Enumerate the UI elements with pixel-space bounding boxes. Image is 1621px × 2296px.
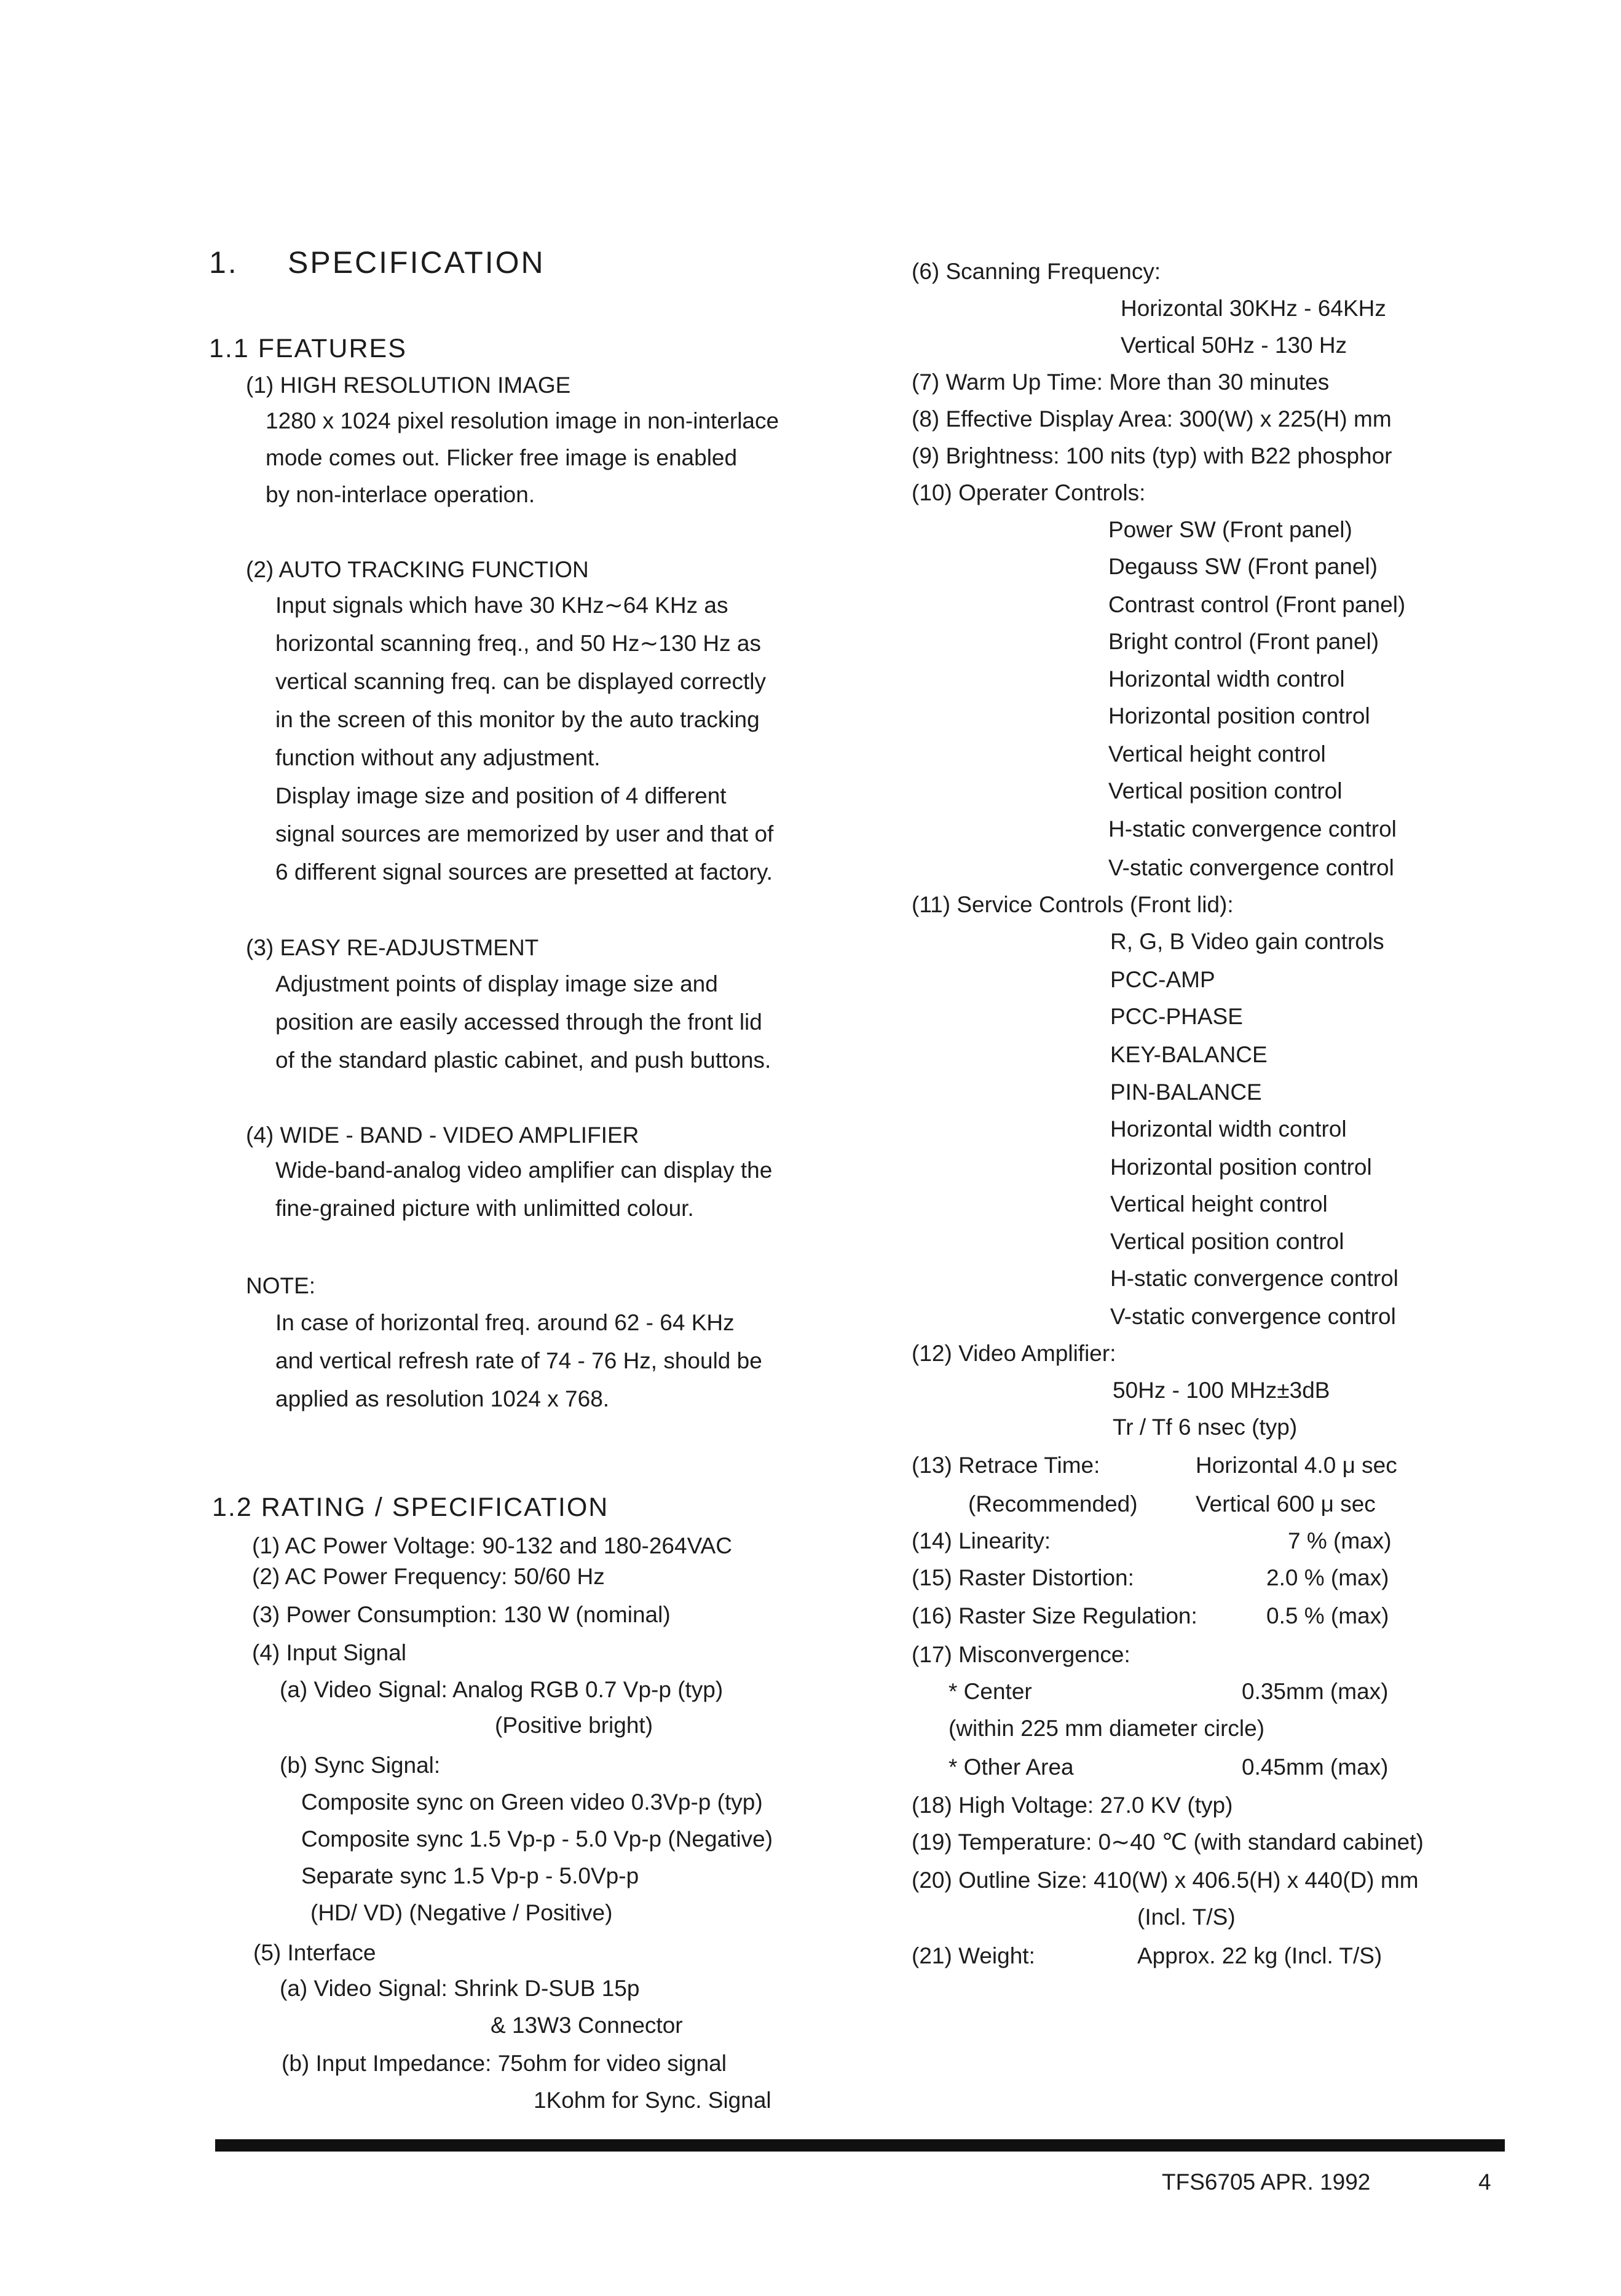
text-line: (Recommended) xyxy=(968,1491,1138,1517)
subsection-heading: 1.1 FEATURES xyxy=(209,334,407,363)
text-line: (5) Interface xyxy=(253,1940,376,1965)
text-line: 0.5 % (max) xyxy=(1266,1603,1389,1628)
text-line: (b) Input Impedance: 75ohm for video signal xyxy=(282,2051,727,2076)
text-line: * Center xyxy=(949,1679,1032,1704)
text-line: Horizontal position control xyxy=(1108,703,1370,728)
text-line: signal sources are memorized by user and that of xyxy=(275,821,774,846)
text-line: (8) Effective Display Area: 300(W) x 225(H) mm xyxy=(912,406,1392,432)
text-line: by non-interlace operation. xyxy=(266,482,535,507)
text-line: Power SW (Front panel) xyxy=(1108,517,1352,542)
section-heading: SPECIFICATION xyxy=(288,245,545,280)
text-line: position are easily accessed through the front lid xyxy=(275,1009,762,1035)
text-line: applied as resolution 1024 x 768. xyxy=(275,1386,610,1411)
text-line: H-static convergence control xyxy=(1108,816,1397,842)
text-line: (a) Video Signal: Shrink D-SUB 15p xyxy=(280,1976,640,2001)
text-line: Separate sync 1.5 Vp-p - 5.0Vp-p xyxy=(301,1863,639,1888)
text-line: Horizontal 30KHz - 64KHz xyxy=(1121,296,1386,321)
text-line: (21) Weight: xyxy=(912,1943,1035,1968)
text-line: Degauss SW (Front panel) xyxy=(1108,554,1378,579)
text-line: (18) High Voltage: 27.0 KV (typ) xyxy=(912,1793,1233,1818)
text-line: Vertical height control xyxy=(1110,1191,1328,1217)
text-line: Horizontal 4.0 μ sec xyxy=(1196,1453,1397,1478)
text-line: (Positive bright) xyxy=(495,1713,653,1738)
text-line: Input signals which have 30 KHz∼64 KHz as xyxy=(275,593,728,618)
text-line: H-static convergence control xyxy=(1110,1266,1398,1291)
text-line: 50Hz - 100 MHz±3dB xyxy=(1113,1378,1330,1403)
text-line: V-static convergence control xyxy=(1108,855,1394,880)
feature-title: (4) WIDE - BAND - VIDEO AMPLIFIER xyxy=(246,1122,639,1148)
text-line: 2.0 % (max) xyxy=(1266,1565,1389,1590)
text-line: * Other Area xyxy=(949,1754,1074,1780)
text-line: PCC-PHASE xyxy=(1110,1004,1243,1029)
text-line: (b) Sync Signal: xyxy=(280,1753,441,1778)
text-line: (14) Linearity: xyxy=(912,1528,1051,1553)
text-line: (15) Raster Distortion: xyxy=(912,1565,1134,1590)
text-line: & 13W3 Connector xyxy=(491,2013,683,2038)
text-line: (11) Service Controls (Front lid): xyxy=(912,892,1234,917)
text-line: (10) Operater Controls: xyxy=(912,480,1146,505)
text-line: in the screen of this monitor by the auto tracking xyxy=(275,707,760,732)
text-line: (12) Video Amplifier: xyxy=(912,1341,1116,1366)
text-line: (13) Retrace Time: xyxy=(912,1453,1100,1478)
text-line: mode comes out. Flicker free image is enabled xyxy=(266,445,738,470)
text-line: 0.35mm (max) xyxy=(1242,1679,1389,1704)
text-line: 6 different signal sources are presetted at factory. xyxy=(275,859,773,885)
text-line: (9) Brightness: 100 nits (typ) with B22 phosphor xyxy=(912,443,1392,468)
text-line: (a) Video Signal: Analog RGB 0.7 Vp-p (typ) xyxy=(280,1677,724,1702)
text-line: Contrast control (Front panel) xyxy=(1108,592,1406,617)
text-line: (4) Input Signal xyxy=(252,1640,406,1665)
text-line: (2) AC Power Frequency: 50/60 Hz xyxy=(252,1564,605,1589)
text-line: (1) AC Power Voltage: 90-132 and 180-264VAC xyxy=(252,1533,732,1558)
text-line: Vertical 600 μ sec xyxy=(1196,1491,1376,1517)
feature-title: (1) HIGH RESOLUTION IMAGE xyxy=(246,373,571,398)
subsection-heading: 1.2 RATING / SPECIFICATION xyxy=(212,1493,609,1522)
feature-title: (3) EASY RE-ADJUSTMENT xyxy=(246,935,539,960)
text-line: Horizontal width control xyxy=(1110,1116,1347,1142)
text-line: (19) Temperature: 0∼40 ℃ (with standard cabinet) xyxy=(912,1829,1424,1855)
text-line: (6) Scanning Frequency: xyxy=(912,259,1161,284)
page-number: 4 xyxy=(1478,2169,1491,2195)
text-line: Approx. 22 kg (Incl. T/S) xyxy=(1137,1943,1382,1968)
text-line: Horizontal width control xyxy=(1108,666,1345,692)
text-line: (Incl. T/S) xyxy=(1137,1904,1236,1930)
text-line: fine-grained picture with unlimitted colour. xyxy=(275,1196,694,1221)
text-line: (16) Raster Size Regulation: xyxy=(912,1603,1197,1628)
text-line: Composite sync 1.5 Vp-p - 5.0 Vp-p (Negative) xyxy=(301,1826,773,1852)
footer-document-id: TFS6705 APR. 1992 xyxy=(1162,2169,1371,2195)
text-line: 1Kohm for Sync. Signal xyxy=(534,2088,771,2113)
text-line: vertical scanning freq. can be displayed correctly xyxy=(275,669,766,694)
text-line: (7) Warm Up Time: More than 30 minutes xyxy=(912,369,1330,395)
text-line: Display image size and position of 4 different xyxy=(275,783,727,808)
text-line: In case of horizontal freq. around 62 - 64 KHz xyxy=(275,1310,735,1335)
text-line: Composite sync on Green video 0.3Vp-p (typ) xyxy=(301,1789,763,1815)
text-line: 0.45mm (max) xyxy=(1242,1754,1389,1780)
text-line: Vertical height control xyxy=(1108,741,1326,767)
section-heading: 1. xyxy=(209,245,239,280)
feature-title: (2) AUTO TRACKING FUNCTION xyxy=(246,557,589,582)
text-line: Vertical 50Hz - 130 Hz xyxy=(1121,333,1347,358)
footer-rule xyxy=(215,2139,1505,2152)
text-line: (20) Outline Size: 410(W) x 406.5(H) x 440(D) mm xyxy=(912,1868,1419,1893)
text-line: (HD/ VD) (Negative / Positive) xyxy=(310,1900,613,1925)
text-line: Tr / Tf 6 nsec (typ) xyxy=(1113,1414,1298,1440)
text-line: horizontal scanning freq., and 50 Hz∼130 Hz as xyxy=(275,631,761,656)
text-line: Vertical position control xyxy=(1110,1229,1344,1254)
text-line: (3) Power Consumption: 130 W (nominal) xyxy=(252,1602,671,1627)
text-line: Vertical position control xyxy=(1108,778,1343,803)
feature-title: NOTE: xyxy=(246,1273,316,1298)
text-line: of the standard plastic cabinet, and push buttons. xyxy=(275,1047,771,1073)
text-line: Bright control (Front panel) xyxy=(1108,629,1379,654)
text-line: and vertical refresh rate of 74 - 76 Hz, should be xyxy=(275,1348,762,1373)
text-line: Adjustment points of display image size and xyxy=(275,971,718,996)
text-line: PIN-BALANCE xyxy=(1110,1079,1262,1105)
text-line: KEY-BALANCE xyxy=(1110,1042,1268,1067)
text-line: Wide-band-analog video amplifier can display the xyxy=(275,1158,773,1183)
text-line: Horizontal position control xyxy=(1110,1154,1372,1180)
text-line: (17) Misconvergence: xyxy=(912,1642,1130,1667)
text-line: 7 % (max) xyxy=(1288,1528,1392,1553)
text-line: (within 225 mm diameter circle) xyxy=(949,1716,1265,1741)
text-line: V-static convergence control xyxy=(1110,1304,1396,1329)
text-line: R, G, B Video gain controls xyxy=(1110,929,1384,954)
text-line: 1280 x 1024 pixel resolution image in non-interlace xyxy=(266,408,779,433)
text-line: function without any adjustment. xyxy=(275,745,601,770)
text-line: PCC-AMP xyxy=(1110,967,1215,992)
